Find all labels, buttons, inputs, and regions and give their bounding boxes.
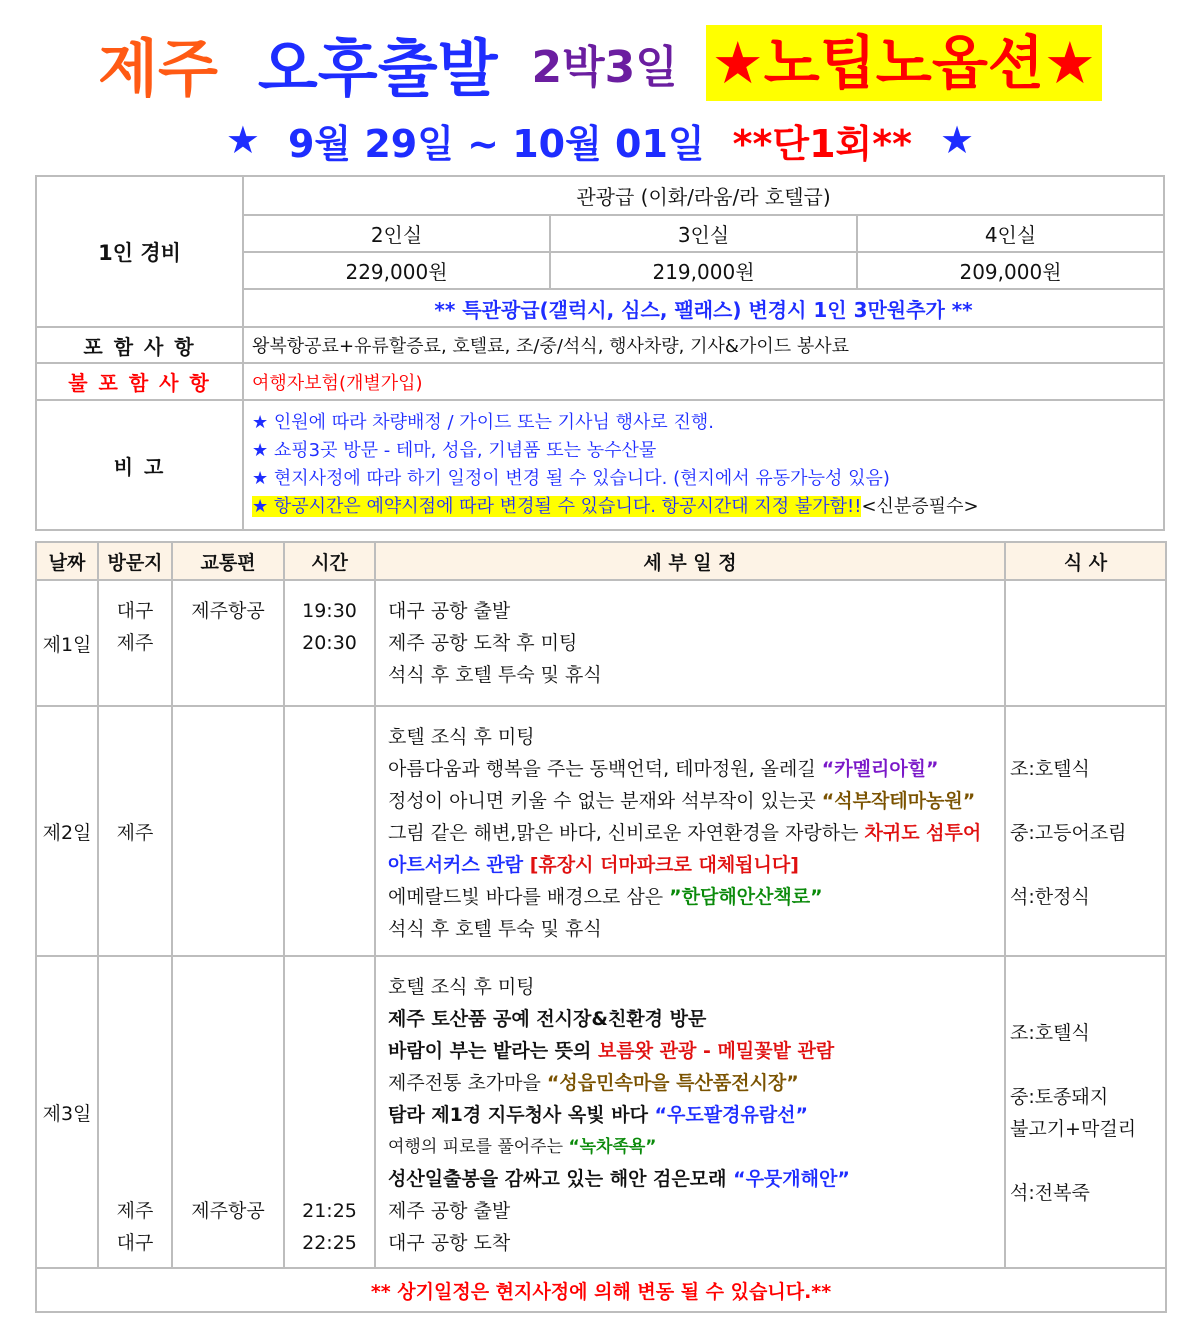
day-label: 제3일: [36, 956, 98, 1268]
header-place: 방문지: [98, 542, 172, 580]
date-range: 9월 29일 ~ 10월 01일: [287, 121, 705, 166]
place: 대구: [116, 600, 154, 622]
spot-name: 차귀도 섬투어: [864, 822, 982, 844]
table-row-day1: [36, 580, 1166, 706]
detail-text: 아름다움과 행복을 주는 동백언덕, 테마정원, 올레길: [388, 758, 822, 780]
detail-line: 석식 후 호텔 투숙 및 휴식: [388, 664, 602, 686]
detail-text: 에메랄드빛 바다를 배경으로 삼은: [388, 886, 670, 908]
title-destination: 제주: [98, 31, 218, 105]
transport: 제주항공: [191, 600, 265, 622]
date-banner: [0, 112, 1200, 168]
table-row-day3: [36, 956, 1166, 1268]
remark-item-flight: [244, 493, 1163, 521]
meal-lunch: 중:고등어조림: [1010, 822, 1127, 844]
spot-name: “우뭇개해안”: [733, 1168, 850, 1190]
star-icon: ★: [225, 118, 260, 162]
time: 19:30: [302, 600, 357, 622]
detail-text: 그림 같은 해변,맑은 바다, 신비로운 자연환경을 자랑하는: [388, 822, 865, 844]
detail-line: [376, 849, 1004, 881]
meal-cell: [1005, 706, 1166, 956]
page-title: [0, 18, 1200, 108]
room-4-label: 4인실: [857, 215, 1164, 252]
header-time: 시간: [284, 542, 375, 580]
spot-name: “우도팔경유람선”: [654, 1104, 808, 1126]
room-2-label: 2인실: [243, 215, 550, 252]
detail-line: [376, 1163, 1004, 1195]
time-cell: [284, 706, 375, 956]
detail-text: 제주전통 초가마을: [388, 1072, 547, 1094]
detail-cell: [375, 706, 1005, 956]
spot-name: “석부작테마농원”: [821, 790, 976, 812]
hotel-grade: 관광급 (이화/라움/라 호텔급): [243, 176, 1164, 215]
detail-line: 대구 공항 출발: [388, 600, 511, 622]
spot-name: 아트서커스 관람: [388, 854, 530, 876]
excluded-value: 여행자보험(개별가입): [243, 363, 1164, 400]
header-detail: 세 부 일 정: [375, 542, 1005, 580]
price-table: [35, 175, 1165, 531]
meal-dinner: 석:전복죽: [1010, 1182, 1090, 1204]
detail-text: 성산일출봉을 감싸고 있는 해안 검은모래: [388, 1168, 734, 1190]
place-cell: [98, 956, 172, 1268]
upgrade-note: ** 특관광급(갤럭시, 심스, 팰래스) 변경시 1인 3만원추가 **: [243, 289, 1164, 327]
per-person-cost-label: 1인 경비: [36, 176, 243, 327]
remark-item: ★ 현지사정에 따라 하기 일정이 변경 될 수 있습니다. (현지에서 유동가능성 있음): [252, 468, 890, 489]
room-3-label: 3인실: [550, 215, 857, 252]
spot-name: “카멜리아힐”: [821, 758, 939, 780]
detail-line: 제주 공항 도착 후 미팅: [388, 632, 578, 654]
detail-cell: [375, 580, 1005, 706]
time: 21:25: [302, 1200, 357, 1222]
meal-lunch: 중:토종돼지: [1010, 1086, 1109, 1108]
detail-line: 제주 공항 출발: [388, 1200, 511, 1222]
meal-dinner: 석:한정식: [1010, 886, 1090, 908]
title-duration: 2박3일: [531, 42, 678, 93]
time-cell: [284, 956, 375, 1268]
detail-line: [376, 753, 1004, 785]
included-label: 포 함 사 항: [36, 327, 243, 363]
header-meal: 식 사: [1005, 542, 1166, 580]
meal-cell: [1005, 956, 1166, 1268]
place: 대구: [116, 1232, 154, 1254]
time-cell: [284, 580, 375, 706]
schedule-table: [35, 541, 1167, 1313]
room-3-price: 219,000원: [550, 252, 857, 289]
detail-text: 탐라 제1경 지두청사 옥빛 바다: [388, 1104, 655, 1126]
star-icon: ★: [940, 118, 975, 162]
flight-time-note: ★ 항공시간은 예약시점에 따라 변경될 수 있습니다. 항공시간대 지정 불가함!!: [252, 496, 862, 517]
detail-line: [376, 1131, 1004, 1163]
table-row-day2: [36, 706, 1166, 956]
detail-line: [376, 785, 1004, 817]
detail-cell: [375, 956, 1005, 1268]
detail-line: 호텔 조식 후 미팅: [388, 976, 535, 998]
time: 20:30: [302, 632, 357, 654]
schedule-footnote: ** 상기일정은 현지사정에 의해 변동 될 수 있습니다.**: [36, 1268, 1166, 1312]
remarks-label: 비 고: [36, 400, 243, 530]
place-cell: [98, 580, 172, 706]
meal-breakfast: 조:호텔식: [1010, 758, 1090, 780]
remark-item: ★ 쇼핑3곳 방문 - 테마, 성읍, 기념품 또는 농수산물: [252, 440, 657, 461]
remarks-list: [243, 400, 1164, 530]
transport-cell: [172, 956, 284, 1268]
detail-line: 호텔 조식 후 미팅: [388, 726, 535, 748]
footnote-row: [36, 1268, 1166, 1312]
detail-line: 제주 토산품 공예 전시장&친환경 방문: [388, 1008, 707, 1030]
excluded-label: 불 포 함 사 항: [36, 363, 243, 400]
detail-line: 대구 공항 도착: [388, 1232, 511, 1254]
detail-line: [376, 881, 1004, 913]
header-date: 날짜: [36, 542, 98, 580]
detail-line: [376, 1035, 1004, 1067]
id-required-note: <신분증필수>: [861, 496, 979, 517]
spot-name: 보름왓 관광 - 메밀꽃밭 관람: [598, 1040, 835, 1062]
room-2-price: 229,000원: [243, 252, 550, 289]
detail-text: 바람이 부는 밭라는 뜻의: [388, 1040, 598, 1062]
detail-text: 정성이 아니면 키울 수 없는 분재와 석부작이 있는곳: [388, 790, 822, 812]
place: 제주: [98, 706, 172, 956]
remark-item: ★ 인원에 따라 차량배정 / 가이드 또는 기사님 행사로 진행.: [252, 412, 714, 433]
transport-cell: [172, 580, 284, 706]
included-value: 왕복항공료+유류할증료, 호텔료, 조/중/석식, 행사차량, 기사&가이드 봉사료: [243, 327, 1164, 363]
day-label: 제1일: [36, 580, 98, 706]
detail-line: 석식 후 호텔 투숙 및 휴식: [388, 918, 602, 940]
place: 제주: [116, 632, 154, 654]
spot-name: “녹차족욕”: [568, 1137, 657, 1157]
title-no-tip-badge: ★노팁노옵션★: [706, 25, 1102, 101]
date-note: **단1회**: [732, 121, 913, 166]
time: 22:25: [302, 1232, 357, 1254]
spot-name: ”한담해안산책로”: [669, 886, 823, 908]
meal-lunch-extra: 불고기+막걸리: [1010, 1118, 1137, 1140]
place: 제주: [116, 1200, 154, 1222]
detail-text: 여행의 피로를 풀어주는: [388, 1137, 569, 1157]
room-4-price: 209,000원: [857, 252, 1164, 289]
detail-note: [휴장시 더마파크로 대체됩니다]: [529, 854, 799, 876]
detail-line: [376, 1099, 1004, 1131]
spot-name: “성읍민속마을 특산품전시장”: [546, 1072, 799, 1094]
transport-cell: [172, 706, 284, 956]
meal-breakfast: 조:호텔식: [1010, 1022, 1090, 1044]
detail-line: [376, 1067, 1004, 1099]
title-departure: 오후출발: [257, 31, 498, 105]
detail-line: [376, 817, 1004, 849]
meal-cell: [1005, 580, 1166, 706]
header-transport: 교통편: [172, 542, 284, 580]
transport: 제주항공: [191, 1200, 265, 1222]
day-label: 제2일: [36, 706, 98, 956]
